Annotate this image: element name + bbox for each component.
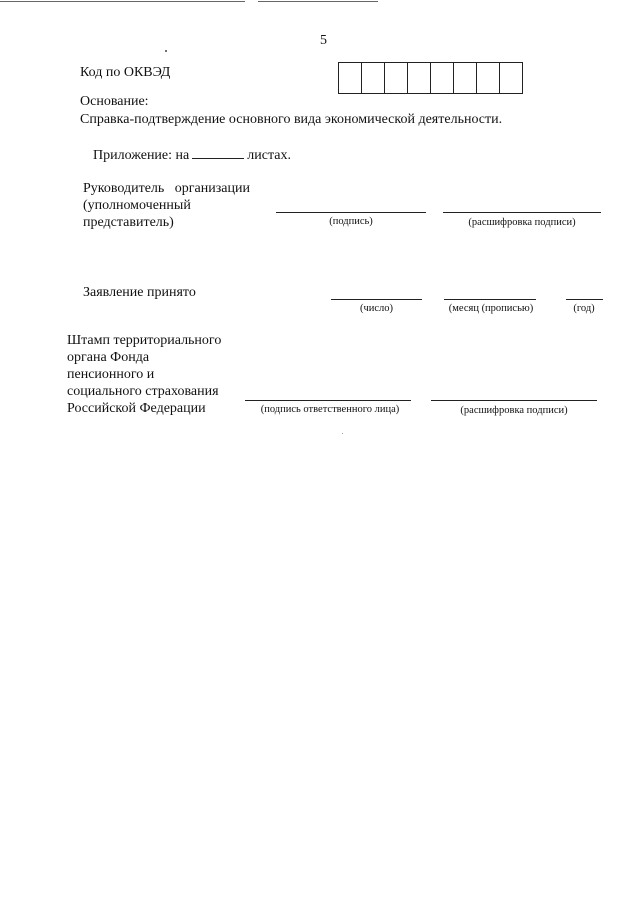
stamp-line2: органа Фонда: [67, 350, 150, 365]
stamp-line3: пенсионного и: [67, 367, 155, 382]
accepted-day-caption: (число): [359, 303, 394, 314]
stamp-line5: Российской Федерации: [67, 401, 206, 416]
stamp-line1: Штамп территориального: [67, 333, 222, 348]
okved-code-box[interactable]: [385, 63, 408, 93]
accepted-month-caption: (месяц (прописью): [448, 303, 534, 314]
scan-top-rule-left: [0, 1, 245, 2]
accepted-label: Заявление принято: [83, 285, 196, 300]
head-signature-caption: (подпись): [329, 216, 373, 227]
scan-top-rule-right: [258, 1, 378, 2]
head-decode-line[interactable]: [443, 212, 601, 213]
okved-code-box[interactable]: [454, 63, 477, 93]
stamp-decode-caption: (расшифровка подписи): [460, 405, 568, 416]
okved-code-box[interactable]: [500, 63, 522, 93]
attachment-prefix: Приложение: на: [93, 148, 190, 163]
head-title-line1: Руководитель организации: [83, 181, 250, 196]
stamp-signature-caption: (подпись ответственного лица): [260, 404, 400, 415]
scan-dot: [165, 50, 167, 52]
head-decode-caption: (расшифровка подписи): [468, 217, 576, 228]
scan-dot-lower: [342, 433, 343, 434]
okved-code-box[interactable]: [431, 63, 454, 93]
accepted-day-line[interactable]: [331, 299, 422, 300]
attachment-sheets-field[interactable]: [192, 146, 244, 159]
accepted-year-caption: (год): [573, 303, 595, 314]
accepted-year-line[interactable]: [566, 299, 603, 300]
okved-label: Код по ОКВЭД: [80, 65, 171, 80]
okved-code-boxes[interactable]: [338, 62, 523, 94]
okved-code-box[interactable]: [477, 63, 500, 93]
head-signature-line[interactable]: [276, 212, 426, 213]
attachment-suffix: листах.: [247, 148, 291, 163]
basis-text: Справка-подтверждение основного вида экономической деятельности.: [80, 112, 503, 127]
okved-code-box[interactable]: [339, 63, 362, 93]
basis-label: Основание:: [80, 94, 149, 109]
attachment-line: [93, 146, 291, 164]
stamp-line4: социального страхования: [67, 384, 219, 399]
stamp-decode-line[interactable]: [431, 400, 597, 401]
head-title-line3: представитель): [83, 215, 174, 230]
head-title-line2: (уполномоченный: [83, 198, 191, 213]
stamp-signature-line[interactable]: [245, 400, 411, 401]
okved-code-box[interactable]: [408, 63, 431, 93]
page-number: 5: [320, 33, 327, 48]
accepted-month-line[interactable]: [444, 299, 536, 300]
okved-code-box[interactable]: [362, 63, 385, 93]
